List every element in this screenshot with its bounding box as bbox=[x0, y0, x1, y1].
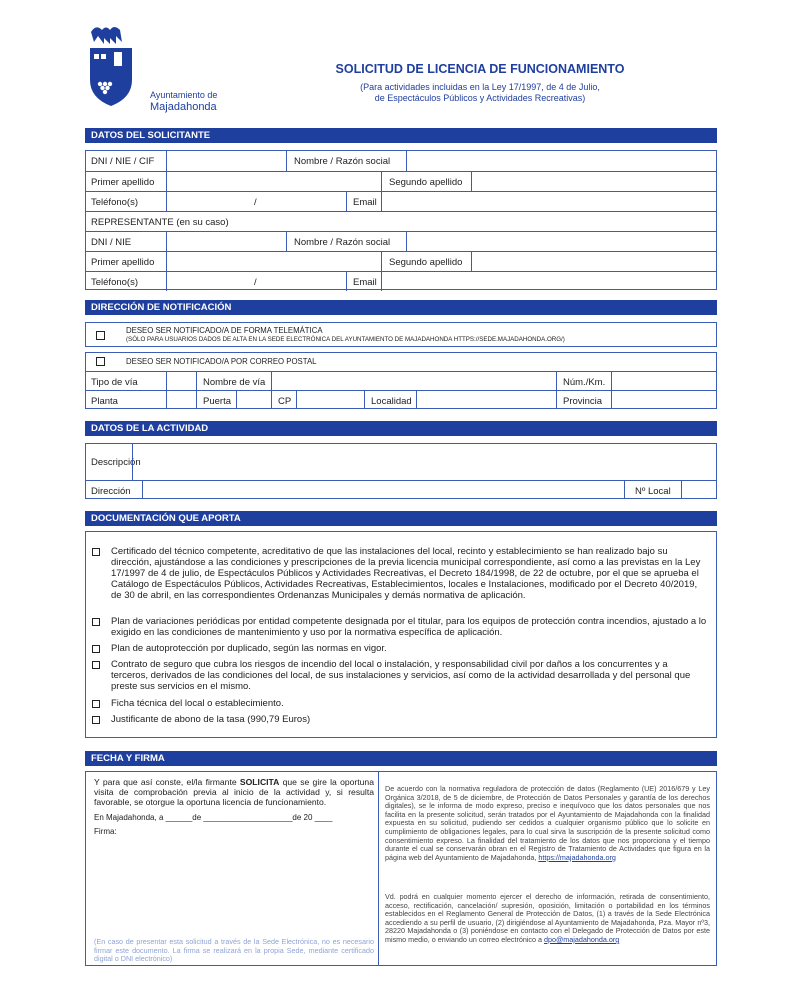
doc-checkbox-autoproteccion[interactable] bbox=[92, 645, 100, 653]
label-tipo-via: Tipo de vía bbox=[91, 377, 138, 388]
doc-item-plan-variaciones: Plan de variaciones periódicas por entidad competente designada por el titular, para los equipos de protección contra incendios, ajustado a lo exigido en las condiciones de mantenimiento y uso por la normativa específica de aplicación. bbox=[111, 616, 707, 638]
rep-nombre-input[interactable] bbox=[406, 232, 716, 251]
doc-checkbox-seguro[interactable] bbox=[92, 661, 100, 669]
doc-item-tasa: Justificante de abono de la tasa (990,79 Euros) bbox=[111, 714, 311, 725]
label-descripcion: Descripción bbox=[91, 457, 141, 468]
proteccion-datos-2 bbox=[385, 893, 710, 945]
label-rep-apellido2: Segundo apellido bbox=[389, 257, 463, 268]
label-apellido1: Primer apellido bbox=[91, 177, 155, 188]
firma-area[interactable] bbox=[94, 840, 374, 932]
nombre-via-input[interactable] bbox=[271, 372, 556, 390]
notificacion-postal-box bbox=[85, 352, 717, 409]
label-rep-apellido1: Primer apellido bbox=[91, 257, 155, 268]
solicitante-table bbox=[85, 150, 717, 290]
actividad-table bbox=[85, 443, 717, 499]
label-direccion: Dirección bbox=[91, 486, 131, 497]
rep-apellido2-input[interactable] bbox=[471, 252, 716, 271]
section-firma-header: FECHA Y FIRMA bbox=[85, 751, 717, 766]
apellido2-input[interactable] bbox=[471, 172, 716, 191]
telematica-checkbox[interactable] bbox=[96, 331, 105, 340]
rep-telefono-separator: / bbox=[254, 277, 257, 288]
org-name: Majadahonda bbox=[150, 101, 217, 113]
doc-item-autoproteccion: Plan de autoprotección por duplicado, según las normas en vigor. bbox=[111, 643, 387, 654]
label-representante: REPRESENTANTE (en su caso) bbox=[91, 217, 229, 228]
label-rep-email: Email bbox=[353, 277, 377, 288]
fecha-line[interactable]: En Majadahonda, a ______de ____________________de 20 ____ bbox=[94, 813, 333, 822]
telematica-note: (SÓLO PARA USUARIOS DADOS DE ALTA EN LA SEDE ELECTRÓNICA DEL AYUNTAMIENTO DE MAJADAHONDA HTTPS://SEDE.MAJADAHONDA.ORG/) bbox=[126, 336, 565, 343]
notificacion-telematica-box bbox=[85, 322, 717, 347]
label-num-local: Nº Local bbox=[635, 486, 671, 497]
firma-intro-a: Y para que así conste, el/la firmante bbox=[94, 777, 240, 787]
rep-apellido1-input[interactable] bbox=[166, 252, 381, 271]
label-localidad: Localidad bbox=[371, 396, 412, 407]
label-rep-nombre: Nombre / Razón social bbox=[294, 237, 391, 248]
label-dni: DNI / NIE / CIF bbox=[91, 156, 155, 167]
puerta-input[interactable] bbox=[236, 391, 271, 409]
label-puerta: Puerta bbox=[203, 396, 231, 407]
label-nombre-via: Nombre de vía bbox=[203, 377, 266, 388]
provincia-input[interactable] bbox=[611, 391, 716, 409]
label-telefono: Teléfono(s) bbox=[91, 197, 138, 208]
firma-label: Firma: bbox=[94, 827, 117, 836]
doc-item-certificado: Certificado del técnico competente, acreditativo de que las instalaciones del local, recinto y establecimiento se han realizado bajo su dirección, ajustándose a las condiciones y prescripciones de la previa licencia municipal correspondiente, así como a las previstas en la Ley 17/1997 de 4 de julio, de Espectáculos Públicos y Actividades Recreativas, el Decreto 184/1998, de 22 de octubre, por el que se aprueba el Catálogo de Espectáculos Públicos, Actividades Recreativas, Establecimientos, locales e Instalaciones, modificado por el Decreto 40/2019, de 30 de abril, en las correspondientes Ordenanzas Municipales y demás normativa de aplicación. bbox=[111, 546, 701, 601]
logo bbox=[88, 22, 134, 110]
doc-item-ficha: Ficha técnica del local o establecimiento. bbox=[111, 698, 284, 709]
label-planta: Planta bbox=[91, 396, 118, 407]
section-solicitante-header: DATOS DEL SOLICITANTE bbox=[85, 128, 717, 143]
majadahonda-link[interactable]: https://majadahonda.org bbox=[538, 852, 616, 862]
telefono-separator: / bbox=[254, 197, 257, 208]
subtitle-line1: (Para actividades incluidas en la Ley 17/1997, de 4 de Julio, bbox=[360, 82, 600, 92]
postal-label: DESEO SER NOTIFICADO/A POR CORREO POSTAL bbox=[126, 357, 317, 366]
page-title: SOLICITUD DE LICENCIA DE FUNCIONAMIENTO bbox=[335, 62, 625, 76]
label-email: Email bbox=[353, 197, 377, 208]
doc-checkbox-certificado[interactable] bbox=[92, 548, 100, 556]
dpo-email-link[interactable]: dpo@majadahonda.org bbox=[544, 934, 620, 944]
label-rep-telefono: Teléfono(s) bbox=[91, 277, 138, 288]
num-local-input[interactable] bbox=[681, 481, 716, 499]
section-notificacion-header: DIRECCIÓN DE NOTIFICACIÓN bbox=[85, 300, 717, 315]
label-apellido2: Segundo apellido bbox=[389, 177, 463, 188]
label-provincia: Provincia bbox=[563, 396, 603, 407]
proteccion-datos-2-text: Vd. podrá en cualquier momento ejercer el derecho de información, retirada de consentimiento, acceso, rectificación, cancelación/ supresión, oposición, limitación o portabilidad en los términos establecidos en el Reglamento General de Protección de Datos, (1) a través de la Sede Electrónica accediendo a su perfil de usuario, (2) dirigiéndose al Ayuntamiento de Majadahonda, Pza. Mayor nº3, 28220 Majadahonda o (3) poniéndose en contacto con el Delegado de Protección de Datos por este mismo medio, o enviando un correo electrónico a bbox=[385, 892, 710, 944]
label-rep-dni: DNI / NIE bbox=[91, 237, 132, 248]
firma-intro-bold: SOLICITA bbox=[239, 777, 280, 787]
doc-item-seguro: Contrato de seguro que cubra los riesgos de incendio del local o instalación, y responsabilidad civil por daños a los concurrentes y a terceros, derivados de las condiciones del local, de sus instalaciones y servicios, así como de la actividad desarrollada y del personal que preste sus servicios en el mismo. bbox=[111, 659, 691, 692]
firma-nota: (En caso de presentar esta solicitud a través de la Sede Electrónica, no es necesario firmar este documento. La firma se realizará en la propia Sede, mediante certificado digital o DNI electrónico) bbox=[94, 937, 374, 964]
org-line1: Ayuntamiento de bbox=[150, 90, 218, 100]
label-nombre: Nombre / Razón social bbox=[294, 156, 391, 167]
planta-input[interactable] bbox=[166, 391, 196, 409]
subtitle-line2: de Espectáculos Públicos y Actividades Recreativas) bbox=[374, 93, 586, 103]
doc-checkbox-tasa[interactable] bbox=[92, 716, 100, 724]
descripcion-input[interactable] bbox=[132, 444, 716, 480]
doc-checkbox-ficha[interactable] bbox=[92, 700, 100, 708]
label-cp: CP bbox=[278, 396, 292, 407]
dni-input[interactable] bbox=[166, 151, 286, 171]
tipo-via-input[interactable] bbox=[166, 372, 196, 390]
rep-email-input[interactable] bbox=[381, 272, 716, 291]
postal-checkbox[interactable] bbox=[96, 357, 105, 366]
nombre-input[interactable] bbox=[406, 151, 716, 171]
doc-checkbox-plan-variaciones[interactable] bbox=[92, 618, 100, 626]
apellido1-input[interactable] bbox=[166, 172, 381, 191]
email-input[interactable] bbox=[381, 192, 716, 211]
localidad-input[interactable] bbox=[416, 391, 556, 409]
section-documentacion-header: DOCUMENTACIÓN QUE APORTA bbox=[85, 511, 717, 526]
direccion-input[interactable] bbox=[142, 481, 624, 499]
section-actividad-header: DATOS DE LA ACTIVIDAD bbox=[85, 421, 717, 436]
rep-dni-input[interactable] bbox=[166, 232, 286, 251]
firma-intro bbox=[94, 777, 374, 807]
proteccion-datos-1-text: De acuerdo con la normativa reguladora de protección de datos (Reglamento (UE) 2016/679 y Ley Orgánica 3/2018, de 5 de diciembre, de Protección de Datos Personales y garantía de los derechos digitales), se le informa de modo expreso, preciso e inequívoco que los datos personales que nos facilita en la presente solicitud, serán tratados por el Ayuntamiento de Majadahonda con la finalidad expuesta en su solicitud, pudiendo ser cedidos a cualquier organismo público que lo solicite en cumplimiento de obligaciones legales, para lo cual sirva la suscripción de la presente solicitud como consentimiento expreso. La finalidad del tratamiento de los datos que nos proporciona y el tiempo durante el cual se conservarán obran en el Registro de Tratamiento de Actividades que figura en la página web del Ayuntamiento de Majadahonda, bbox=[385, 784, 710, 862]
label-num-km: Núm./Km. bbox=[563, 377, 606, 388]
proteccion-datos-1 bbox=[385, 785, 710, 862]
num-km-input[interactable] bbox=[611, 372, 716, 390]
coat-of-arms-icon bbox=[88, 22, 134, 110]
firma-intro-b: que se gire la oportuna visita de comprobación previa al inicio de la actividad y, si resulta favorable, se otorgue la oportuna licencia de funcionamiento. bbox=[94, 777, 374, 807]
cp-input[interactable] bbox=[296, 391, 364, 409]
telematica-label: DESEO SER NOTIFICADO/A DE FORMA TELEMÁTICA bbox=[126, 326, 323, 335]
